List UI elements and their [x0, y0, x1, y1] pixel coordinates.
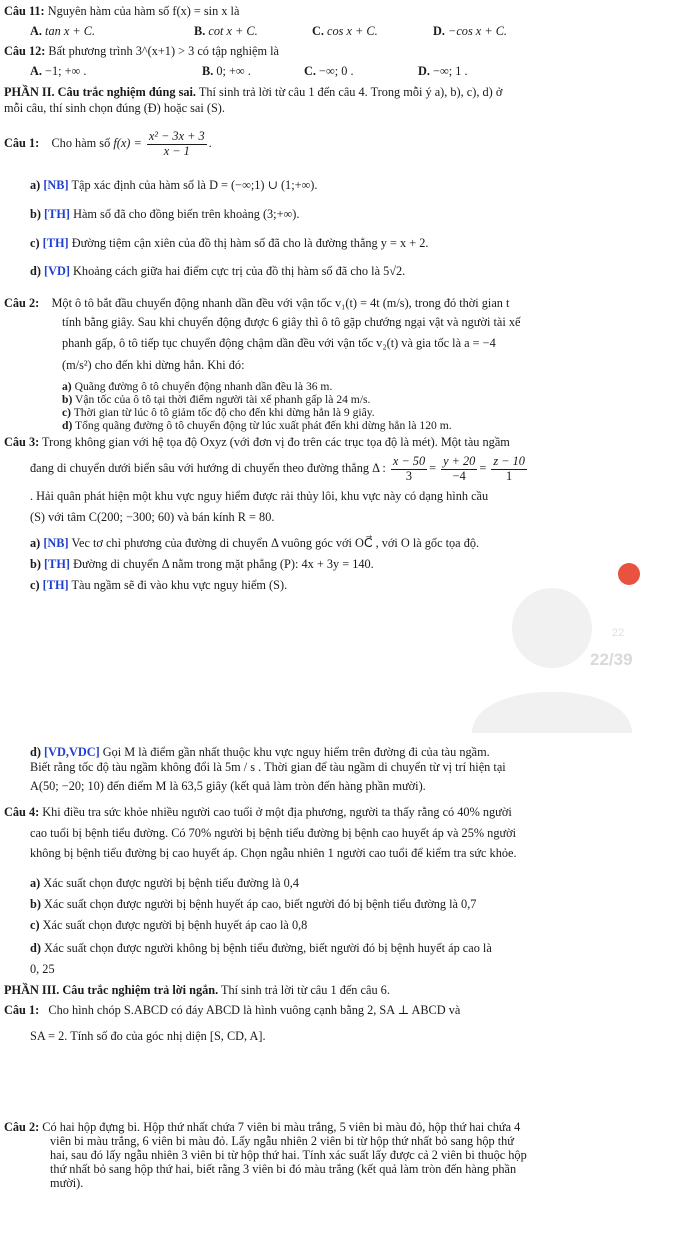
- q12-text: Bất phương trình 3^(x+1) > 3 có tập nghiệm là: [48, 44, 279, 58]
- p3q1-stem-1: Câu 1: Cho hình chóp S.ABCD có đáy ABCD là hình vuông cạnh bằng 2, SA ⊥ ABCD và: [4, 1003, 461, 1017]
- q11-stem: [4, 4, 239, 18]
- q11-option-d: D. −cos x + C.: [433, 24, 507, 38]
- p2q1-fraction: $\frac{\text{x² − 3x + 3}}{x - 1}$: [148, 129, 205, 158]
- p2q4-item-c: c) Xác suất chọn được người bị bệnh huyết áp cao là 0,8: [30, 918, 308, 932]
- q11-text: Nguyên hàm của hàm số f(x) = sin x là: [47, 4, 240, 18]
- p2q3-stem-1: Câu 3: Trong không gian với hệ tọa độ Oxyz (với đơn vị đo trên các trục tọa độ là mét). Một tàu ngầm: [4, 435, 510, 449]
- q11-option-a: A. tan x + C.: [30, 24, 96, 38]
- q12-option-c: C. −∞; 0 .: [304, 64, 354, 78]
- p2q2-item-b: b) Vận tốc của ô tô tại thời điểm người tài xế phanh gấp là 24 m/s.: [62, 393, 371, 406]
- part3-heading: PHẦN III. Câu trắc nghiệm trả lời ngắn. Thí sinh trả lời từ câu 1 đến câu 6.: [4, 983, 390, 997]
- p3q2-stem-3: hai, sau đó lấy ngẫu nhiên 3 viên bi từ hộp thứ hai. Tính xác suất lấy được cả 2 viên bi thuộc hộp: [50, 1148, 527, 1162]
- p2q4-item-b: b) Xác suất chọn được người bị bệnh huyết áp cao, biết người đó bị bệnh tiểu đường là 0,7: [30, 897, 477, 911]
- p3q2-stem-4: thứ nhất bỏ sang hộp thứ hai, biết rằng 3 viên bi đó màu trắng (kết quả làm tròn đến hàng phần: [50, 1162, 517, 1176]
- q12-label: Câu 12:: [4, 44, 46, 58]
- p2q2-item-c: c) Thời gian từ lúc ô tô giảm tốc độ cho đến khi dừng hẳn là 9 giây.: [62, 406, 375, 419]
- p2q4-stem-1: Câu 4: Khi điều tra sức khỏe nhiều người cao tuổi ở một địa phương, người ta thấy rằng có 40% người: [4, 805, 512, 819]
- part2-heading: PHẦN II. Câu trắc nghiệm đúng sai. Thí sinh trả lời từ câu 1 đến câu 4. Trong mỗi ý a), b), c), d) ở: [4, 85, 503, 99]
- p2q4-item-d: d) Xác suất chọn được người không bị bệnh tiểu đường, biết người đó bị bệnh huyết áp cao là: [30, 941, 492, 955]
- watermark-counter: 22/39: [590, 650, 633, 669]
- p2q4-stem-3: không bị bệnh tiểu đường bị cao huyết áp. Chọn ngẫu nhiên 1 người cao tuổi để kiểm tra sức khỏe.: [30, 846, 517, 860]
- p2q3-item-b: b) [TH] Đường di chuyển Δ nằm trong mặt phẳng (P): 4x + 3y = 140.: [30, 557, 374, 571]
- p2q2-item-d: d) Tổng quãng đường ô tô chuyển động từ lúc xuất phát đến khi dừng hẳn là 120 m.: [62, 419, 452, 432]
- q11-option-c: C. cos x + C.: [312, 24, 378, 38]
- p2q3-item-d-3: A(50; −20; 10) đến điểm M là 63,5 giây (kết quả làm tròn đến hàng phần mười).: [30, 779, 426, 793]
- p2q3-item-d-2: Biết rằng tốc độ tàu ngầm không đổi là 5m / s . Thời gian để tàu ngầm di chuyển từ vị trí hiện tại: [30, 760, 506, 774]
- p2q4-item-a: a) Xác suất chọn được người bị bệnh tiểu đường là 0,4: [30, 876, 299, 890]
- p2q1-item-a: a) [NB] Tập xác định của hàm số là D = (−∞;1) ∪ (1;+∞).: [30, 178, 318, 192]
- p2q2-item-a: a) Quãng đường ô tô chuyển động nhanh dần đều là 36 m.: [62, 380, 333, 393]
- p2q2-stem-3: phanh gấp, ô tô tiếp tục chuyển động chậm dần đều với vận tốc v₂(t) và gia tốc là a = −4: [62, 336, 496, 350]
- p2q1-item-c: c) [TH] Đường tiệm cận xiên của đồ thị hàm số đã cho là đường thẳng y = x + 2.: [30, 236, 429, 250]
- p2q2-stem-1: Câu 2: Một ô tô bắt đầu chuyển động nhanh dần đều với vận tốc v₁(t) = 4t (m/s), trong đó thời gian t: [4, 296, 510, 310]
- p3q2-stem-1: Câu 2: Có hai hộp đựng bi. Hộp thứ nhất chứa 7 viên bi màu trắng, 5 viên bi màu đỏ, hộp thứ hai chứa 4: [4, 1120, 521, 1134]
- part2-intro-cont: mỗi câu, thí sinh chọn đúng (Đ) hoặc sai (S).: [4, 101, 225, 115]
- p2q1-stem: Câu 1: Cho hàm số f(x) = $\frac{\text{x² − 3x + 3}}{x - 1}$ .: [4, 129, 212, 158]
- p2q1-item-b: b) [TH] Hàm số đã cho đồng biến trên khoảng (3;+∞).: [30, 207, 300, 221]
- p2q3-item-c: c) [TH] Tàu ngầm sẽ đi vào khu vực nguy hiểm (S).: [30, 578, 288, 592]
- q11-option-b: B. cot x + C.: [194, 24, 258, 38]
- p2q4-stem-2: cao tuổi bị bệnh tiểu đường. Có 70% người bị bệnh tiểu đường bị bệnh cao huyết áp và 25% người: [30, 826, 517, 840]
- p2q3-item-d-1: d) [VD,VDC] Gọi M là điểm gần nhất thuộc khu vực nguy hiểm trên đường đi của tàu ngầm.: [30, 745, 490, 759]
- p3q2-stem-5: mười).: [50, 1176, 84, 1190]
- watermark-page: 22: [612, 627, 625, 639]
- q11-label: Câu 11:: [4, 4, 45, 18]
- p2q2-stem-2: tính bằng giây. Sau khi chuyển động được 6 giây thì ô tô gặp chướng ngại vật và người tài xế: [62, 315, 521, 329]
- p2q3-stem-4: (S) với tâm C(200; −300; 60) và bán kính R = 80.: [30, 510, 275, 524]
- p2q3-stem-3: . Hải quân phát hiện một khu vực nguy hiểm được rải thủy lôi, khu vực này có dạng hình cầu: [30, 489, 489, 503]
- q12-option-d: D. −∞; 1 .: [418, 64, 468, 78]
- p2q2-stem-4: (m/s²) cho đến khi dừng hẳn. Khi đó:: [62, 358, 245, 372]
- p2q1-item-d: d) [VD] Khoảng cách giữa hai điểm cực trị của đồ thị hàm số đã cho là 5√2.: [30, 264, 406, 278]
- q12-stem: [4, 44, 279, 58]
- p2q3-stem-2: đang di chuyển dưới biển sâu với hướng di chuyển theo đường thẳng Δ : $\frac{x - 50}{3}$ = $\frac{y + 20}{-4}$ = $\frac{z - 10}{1}$: [30, 454, 525, 483]
- p3q2-stem-2: viên bi màu trắng, 6 viên bi màu đỏ. Lấy ngẫu nhiên 2 viên bi từ hộp thứ nhất bỏ sang hộp thứ: [50, 1134, 514, 1148]
- p2q4-item-d-tail: 0, 25: [30, 962, 55, 976]
- p2q3-item-a: a) [NB] Vec tơ chỉ phương của đường di chuyển Δ vuông góc với OC⃗ , với O là gốc tọa độ.: [30, 536, 480, 550]
- q12-option-a: A. −1; +∞ .: [30, 64, 87, 78]
- q12-option-b: B. 0; +∞ .: [202, 64, 251, 78]
- p3q1-stem-2: SA = 2. Tính số đo của góc nhị diện [S, CD, A].: [30, 1029, 266, 1043]
